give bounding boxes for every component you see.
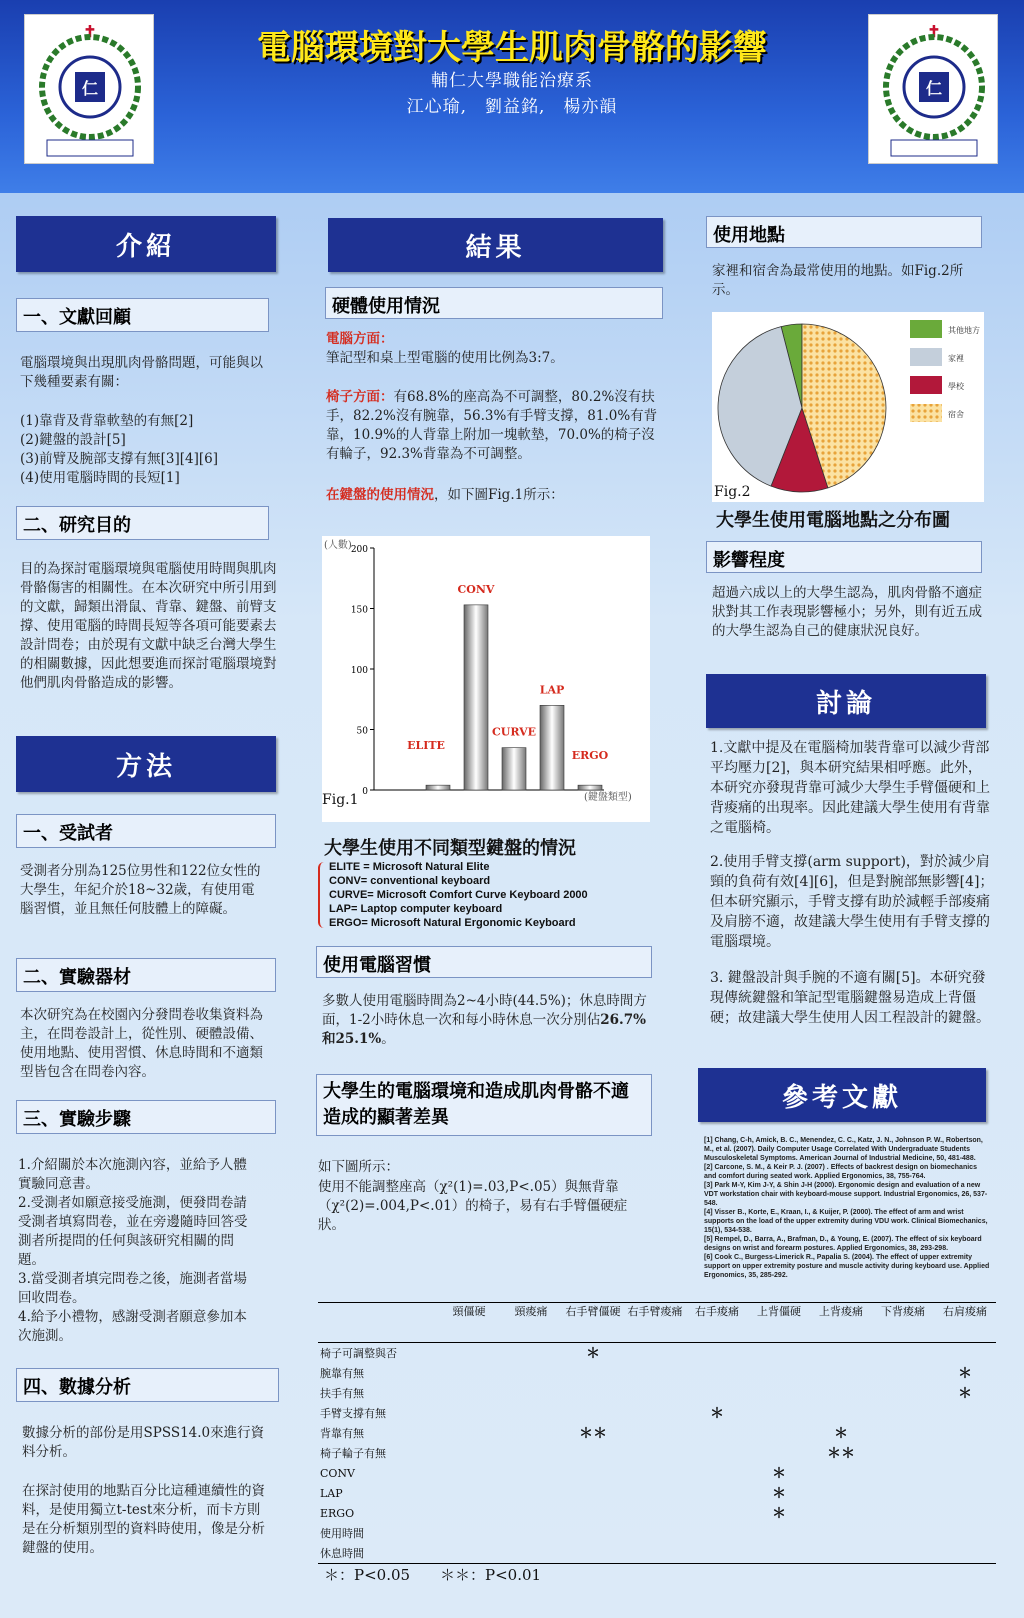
table-cell: [872, 1483, 934, 1503]
table-col-header: 右手臂僵硬: [565, 1305, 621, 1318]
table-row: [318, 1543, 996, 1563]
table-row: [318, 1523, 996, 1543]
table-cell: [934, 1423, 996, 1443]
table-cell: [810, 1403, 872, 1423]
significance-intro: 如下圖所示：: [318, 1159, 399, 1175]
method-heading: 方法: [16, 736, 276, 792]
table-row: [318, 1343, 996, 1364]
table-cell: [872, 1543, 934, 1563]
table-row: [318, 1463, 996, 1483]
table-cell: [748, 1523, 810, 1543]
table-cell: ＊: [772, 1486, 786, 1502]
table-cell: [624, 1523, 686, 1543]
legend-swatch: [910, 404, 942, 422]
table-cell: [748, 1363, 810, 1383]
reference-item: [1] Chang, C-h, Amick, B. C., Menendez, C. C., Katz, J. N., Johnson P. W., Robertson, M., et al. (2007). Daily Computer Usage Correlated With Undergraduate Students Musculoskeletal Symptoms. American Journal of Industrial Medicine, 50, 481-488.: [704, 1137, 983, 1162]
table-cell: ＊: [586, 1346, 600, 1362]
table-row: [318, 1443, 996, 1463]
table-row: [318, 1403, 996, 1423]
table-cell: [686, 1503, 748, 1523]
table-cell: [562, 1523, 624, 1543]
table-cell: [438, 1443, 500, 1463]
legend-label: 家裡: [948, 354, 964, 363]
significance-table: [318, 1302, 996, 1564]
table-cell: [872, 1443, 934, 1463]
table-cell: [500, 1443, 562, 1463]
table-cell: [810, 1343, 872, 1364]
table-cell: [686, 1483, 748, 1503]
keyboard-label: 在鍵盤的使用情況: [326, 487, 434, 503]
habit-text-b: 26.7%和25.1%: [322, 1012, 646, 1047]
svg-text:仁: 仁: [81, 79, 99, 98]
svg-text:✝: ✝: [83, 22, 97, 41]
table-cell: [810, 1483, 872, 1503]
table-cell: ＊＊: [827, 1446, 855, 1462]
table-cell: [934, 1483, 996, 1503]
table-cell: [500, 1403, 562, 1423]
y-tick-label: 100: [350, 666, 368, 676]
poster-title: 電腦環境對大學生肌肉骨骼的影響: [257, 28, 767, 68]
factor-list: [20, 412, 270, 488]
legend-item: CONV= conventional keyboard: [329, 875, 491, 887]
table-cell: [500, 1543, 562, 1563]
step-item: 4.給予小禮物，感謝受測者願意參加本次施測。: [18, 1309, 247, 1344]
location-pie-svg: [712, 312, 984, 502]
table-cell: [810, 1543, 872, 1563]
bar-label: CURVE: [491, 725, 537, 739]
table-row: [318, 1503, 996, 1523]
table-col-header: 上背僵硬: [757, 1305, 801, 1318]
table-cell: [562, 1383, 624, 1403]
fig1-label: Fig.1: [322, 792, 359, 808]
table-col-header: 頸僵硬: [452, 1305, 486, 1318]
legend-brace: [318, 862, 324, 928]
analysis-text-1: 數據分析的部份是用SPSS14.0來進行資料分析。: [22, 1425, 265, 1460]
purpose-text: 目的為探討電腦環境與電腦使用時間與肌肉骨骼傷害的相關性。在本次研究中所引用到的文獻，歸類出滑鼠、背靠、鍵盤、前臂支撐、使用電腦的時間長短等各項可能要素去設計問卷；由於現有文獻中缺乏台灣大學生的相關數據，因此想要進而探討電腦環境對他們肌肉骨骼造成的影響。: [20, 561, 277, 691]
table-cell: [748, 1443, 810, 1463]
table-cell: [438, 1503, 500, 1523]
table-cell: [438, 1423, 500, 1443]
table-col-header: 右手臂痠痛: [627, 1305, 683, 1318]
table-row-label: 休息時間: [320, 1546, 364, 1560]
table-cell: [624, 1423, 686, 1443]
table-cell: ＊: [958, 1386, 972, 1402]
table-cell: [438, 1523, 500, 1543]
table-cell: [872, 1523, 934, 1543]
table-col-header: 上背痠痛: [819, 1305, 863, 1318]
table-cell: [934, 1503, 996, 1523]
table-cell: [872, 1363, 934, 1383]
table-row-label: 扶手有無: [320, 1387, 364, 1400]
lit-review-title: 一、文獻回顧: [16, 298, 269, 332]
table-col-header: 下背痠痛: [881, 1305, 925, 1318]
habit-text-c: 。: [381, 1031, 395, 1047]
discussion-point-1: 1.文獻中提及在電腦椅加裝背靠可以減少背部平均壓力[2]，與本研究結果相呼應。此外，本研究亦發現背靠可減少大學生手臂僵硬和上背痠痛的出現率。因此建議大學生使用有背靠之電腦椅。: [710, 740, 990, 836]
lit-review-text: 電腦環境與出現肌肉骨骼問題，可能與以下幾種要素有關：: [20, 355, 263, 390]
table-cell: ＊: [958, 1366, 972, 1382]
bar-lap: [540, 705, 564, 790]
fig1-caption: 大學生使用不同類型鍵盤的情況: [324, 838, 576, 859]
y-tick-label: 50: [356, 726, 368, 737]
legend-label: 其他地方: [948, 326, 980, 335]
pc-label: 電腦方面：: [326, 331, 394, 347]
table-row: [318, 1383, 996, 1403]
table-cell: [562, 1403, 624, 1423]
discussion-point-3: 3. 鍵盤設計與手腕的不適有關[5]。本研究發現傳統鍵盤和筆記型電腦鍵盤易造成上背僵硬；故建議大學生使用人因工程設計的鍵盤。: [710, 970, 990, 1026]
department: 輔仁大學職能治療系: [431, 71, 593, 91]
discussion-heading: 討論: [706, 674, 986, 728]
results-heading: 結果: [328, 218, 663, 272]
bar-conv: [464, 605, 488, 790]
table-cell: [686, 1463, 748, 1483]
table-row-label: 腕靠有無: [320, 1367, 364, 1380]
table-row-label: 椅子輪子有無: [320, 1447, 386, 1460]
significance-title: 大學生的電腦環境和造成肌肉骨骼不適造成的顯著差異: [316, 1074, 652, 1136]
significance-text: 使用不能調整座高（χ²(1)=.03,P<.05）與無背靠（χ²(2)=.004,P<.01）的椅子，易有右手臂僵硬症狀。: [318, 1179, 628, 1233]
keyboard-text: ，如下圖Fig.1所示：: [434, 487, 564, 503]
table-row-label: 手臂支撐有無: [320, 1407, 386, 1420]
table-cell: [500, 1523, 562, 1543]
legend-item: CURVE= Microsoft Comfort Curve Keyboard 2000: [329, 889, 588, 901]
y-tick-label: 0: [362, 787, 368, 797]
keyboard-bar-chart: [322, 536, 650, 822]
table-cell: ＊＊: [579, 1426, 607, 1442]
table-row: [318, 1363, 996, 1383]
table-cell: [872, 1463, 934, 1483]
legend-label: 宿舍: [948, 410, 964, 419]
table-row: [318, 1483, 996, 1503]
factor-item: (1)靠背及背靠軟墊的有無[2]: [20, 413, 194, 429]
location-title: 使用地點: [706, 216, 982, 248]
table-cell: [500, 1363, 562, 1383]
subjects-title: 一、受試者: [16, 814, 276, 848]
bar-curve: [502, 748, 526, 790]
table-cell: [500, 1343, 562, 1364]
table-cell: [624, 1503, 686, 1523]
table-cell: [438, 1363, 500, 1383]
y-axis-label: (人數): [324, 540, 352, 551]
table-cell: [624, 1443, 686, 1463]
chair-text: 有68.8%的座高為不可調整，80.2%沒有扶手，82.2%沒有腕靠，56.3%有手臂支撐，81.0%有背靠，10.9%的人背靠上附加一塊軟墊，70.0%的椅子沒有輪子，92.3%背靠為不可調整。: [326, 389, 658, 462]
table-cell: ＊: [772, 1466, 786, 1482]
reference-item: [5] Rempel, D., Barra, A., Brafman, D., & Young, E. (2007). The effect of six keyboard designs on wrist and forearm postures. Applied Ergonomics, 38, 293-298.: [704, 1236, 982, 1252]
table-header-row: [318, 1303, 996, 1343]
table-cell: [748, 1543, 810, 1563]
table-cell: ＊: [834, 1426, 848, 1442]
table-row-label: 背靠有無: [320, 1427, 364, 1440]
location-pie-chart: [712, 312, 984, 502]
discussion-point-2: 2.使用手臂支撐(arm support)，對於減少肩頸的負荷有效[4][6]，但是對腕部無影響[4]；但本研究顯示，手臂支撐有助於減輕手部痠痛及肩膀不適，故建議大學生使用有手臂支撐的電腦環境。: [710, 854, 994, 950]
location-text: 家裡和宿舍為最常使用的地點。如Fig.2所示。: [712, 263, 964, 298]
table-cell: [810, 1503, 872, 1523]
table-cell: [500, 1463, 562, 1483]
habit-text: [322, 992, 652, 1049]
factor-item: (4)使用電腦時間的長短[1]: [20, 470, 180, 486]
step-item: 2.受測者如願意接受施測，便發問卷請受測者填寫問卷，並在旁邊隨時回答受測者所提問的任何與該研究相關的問題。: [18, 1195, 248, 1268]
bar-label: CONV: [457, 582, 495, 596]
table-cell: [748, 1423, 810, 1443]
legend-swatch: [910, 320, 942, 338]
legend-item: LAP= Laptop computer keyboard: [329, 903, 503, 915]
bar-elite: [426, 785, 450, 790]
step-item: 1.介紹關於本次施測內容，並給予人體實驗同意書。: [18, 1157, 247, 1192]
table-cell: [934, 1463, 996, 1483]
svg-text:仁: 仁: [925, 79, 943, 98]
legend-item: ERGO= Microsoft Natural Ergonomic Keyboard: [329, 917, 576, 929]
table-cell: [624, 1363, 686, 1383]
fig2-caption: 大學生使用電腦地點之分布圖: [716, 510, 950, 531]
steps-title: 三、實驗步驟: [16, 1100, 276, 1134]
table-cell: [810, 1523, 872, 1543]
analysis-text-2: 在探討使用的地點百分比這種連續性的資料，是使用獨立t-test來分析，而卡方則是在分析類別型的資料時使用，像是分析鍵盤的使用。: [22, 1483, 265, 1556]
bar-label: LAP: [539, 683, 565, 697]
table-row-label: ERGO: [320, 1506, 355, 1520]
table-body: [318, 1343, 996, 1564]
authors: 江心瑜, 劉益銘, 楊亦韻: [406, 97, 618, 117]
table-cell: [624, 1343, 686, 1364]
hardware-title: 硬體使用情況: [325, 287, 663, 319]
table-cell: [438, 1403, 500, 1423]
factor-item: (2)鍵盤的設計[5]: [20, 432, 126, 448]
legend-label: 學校: [948, 382, 964, 391]
table-cell: [562, 1543, 624, 1563]
table-cell: [934, 1523, 996, 1543]
reference-item: [2] Carcone, S. M., & Keir P. J. (2007) . Effects of backrest design on biomechanics and comfort during seated work. Applied Ergonomics, 38, 755-764.: [704, 1164, 977, 1180]
table-cell: [562, 1363, 624, 1383]
university-logo-left: [24, 14, 154, 164]
table-cell: [872, 1383, 934, 1403]
table-cell: [624, 1403, 686, 1423]
table-cell: [686, 1363, 748, 1383]
table-cell: [810, 1383, 872, 1403]
table-row-label: 椅子可調整與否: [320, 1347, 397, 1360]
table-cell: [438, 1463, 500, 1483]
impact-title: 影響程度: [706, 541, 982, 573]
chair-paragraph: [326, 388, 661, 464]
table-note-1: ＊：P<0.05: [324, 1566, 411, 1584]
legend-swatch: [910, 348, 942, 366]
equipment-text: 本次研究為在校園內分發問卷收集資料為主，在問卷設計上，從性別、硬體設備、使用地點、使用習慣、休息時間和不適類型皆包含在問卷內容。: [20, 1007, 263, 1080]
table-cell: [500, 1383, 562, 1403]
keyboard-bar-chart-svg: [322, 536, 650, 822]
table-cell: [624, 1483, 686, 1503]
fig2-label: Fig.2: [714, 484, 751, 500]
reference-item: [4] Visser B., Korte, E., Kraan, I., & Kuijer, P. (2000). The effect of arm and wrist supports on the load of the upper extremity during VDU work. Clinical Biomechanics, 15(1), 534-538.: [704, 1209, 988, 1234]
keyboard-paragraph: [326, 486, 661, 505]
table-cell: [500, 1483, 562, 1503]
table-cell: [872, 1423, 934, 1443]
table-cell: [748, 1383, 810, 1403]
table-cell: [872, 1503, 934, 1523]
reference-list: [704, 1136, 990, 1280]
table-cell: [934, 1403, 996, 1423]
y-tick-label: 200: [350, 545, 368, 555]
table-row-label: CONV: [320, 1466, 356, 1480]
table-cell: [686, 1383, 748, 1403]
table-cell: [686, 1523, 748, 1543]
table-cell: [438, 1483, 500, 1503]
x-axis-label: (鍵盤類型): [584, 792, 632, 803]
habit-title: 使用電腦習慣: [316, 946, 652, 978]
subjects-text: 受測者分別為125位男性和122位女性的大學生，年紀介於18~32歲，有使用電腦習慣，並且無任何肢體上的障礙。: [20, 863, 261, 917]
svg-text:✝: ✝: [927, 22, 941, 41]
table-cell: [934, 1343, 996, 1364]
pc-paragraph: [326, 330, 661, 368]
table-cell: [872, 1343, 934, 1364]
table-cell: [686, 1543, 748, 1563]
legend-item: ELITE = Microsoft Natural Elite: [329, 861, 490, 873]
table-cell: [748, 1343, 810, 1364]
table-cell: [438, 1383, 500, 1403]
table-cell: [562, 1483, 624, 1503]
steps-list: [18, 1156, 250, 1346]
table-cell: [624, 1383, 686, 1403]
university-logo-right: [868, 14, 998, 164]
table-cell: [686, 1443, 748, 1463]
table-cell: [810, 1463, 872, 1483]
reference-item: [3] Park M-Y, Kim J-Y, & Shin J-H (2000). Ergonomic design and evaluation of a new VDT workstation chair with keyboard-mouse support. Industrial Ergonomics, 26, 537-548.: [704, 1182, 988, 1207]
bar-label: ELITE: [407, 739, 445, 753]
legend-swatch: [910, 376, 942, 394]
table-cell: [500, 1503, 562, 1523]
table-col-header: 右手痠痛: [695, 1305, 739, 1318]
table-cell: ＊: [710, 1406, 724, 1422]
table-cell: [562, 1503, 624, 1523]
table-cell: [562, 1463, 624, 1483]
chair-label: 椅子方面：: [326, 389, 394, 405]
table-cell: ＊: [772, 1506, 786, 1522]
impact-text: 超過六成以上的大學生認為，肌肉骨骼不適症狀對其工作表現影響極小；另外，則有近五成的大學生認為自己的健康狀況良好。: [712, 585, 982, 639]
table-row-label: LAP: [320, 1486, 343, 1500]
purpose-title: 二、研究目的: [16, 506, 269, 540]
table-cell: [934, 1443, 996, 1463]
table-cell: [438, 1343, 500, 1364]
table-col-header: 頸痠痛: [514, 1305, 548, 1318]
pc-text: 筆記型和桌上型電腦的使用比例為3:7。: [326, 350, 564, 366]
equipment-title: 二、實驗器材: [16, 958, 276, 992]
reference-item: [6] Cook C., Burgess-Limerick R., Papalia S. (2004). The effect of upper extremity support on upper extremity posture and muscle activity during keyboard use. Applied Ergonomics, 35, 285-292.: [704, 1254, 990, 1279]
table-cell: [686, 1343, 748, 1364]
table-cell: [872, 1403, 934, 1423]
table-note-2: ＊＊：P<0.01: [440, 1566, 542, 1584]
analysis-title: 四、數據分析: [16, 1368, 279, 1402]
bar-label: ERGO: [571, 749, 609, 763]
bar-ergo: [578, 785, 602, 790]
table-cell: [748, 1403, 810, 1423]
table-cell: [438, 1543, 500, 1563]
table-cell: [810, 1363, 872, 1383]
table-row-label: 使用時間: [320, 1527, 364, 1540]
table-cell: [624, 1543, 686, 1563]
step-item: 3.當受測者填完問卷之後，施測者當場回收問卷。: [18, 1271, 247, 1306]
intro-heading: 介紹: [16, 216, 276, 272]
y-tick-label: 150: [350, 605, 368, 616]
table-cell: [562, 1443, 624, 1463]
factor-item: (3)前臂及腕部支撐有無[3][4][6]: [20, 451, 218, 467]
references-heading: 參考文獻: [698, 1068, 986, 1122]
table-row: [318, 1423, 996, 1443]
habit-text-a: 多數人使用電腦時間為2~4小時(44.5%)；休息時間方面，1-2小時休息一次和每小時休息一次分別佔: [322, 993, 647, 1028]
table-cell: [500, 1423, 562, 1443]
table-cell: [934, 1543, 996, 1563]
table-cell: [686, 1423, 748, 1443]
keyboard-legend: [329, 860, 588, 930]
table-cell: [624, 1463, 686, 1483]
table-col-header: 右肩痠痛: [943, 1305, 987, 1318]
